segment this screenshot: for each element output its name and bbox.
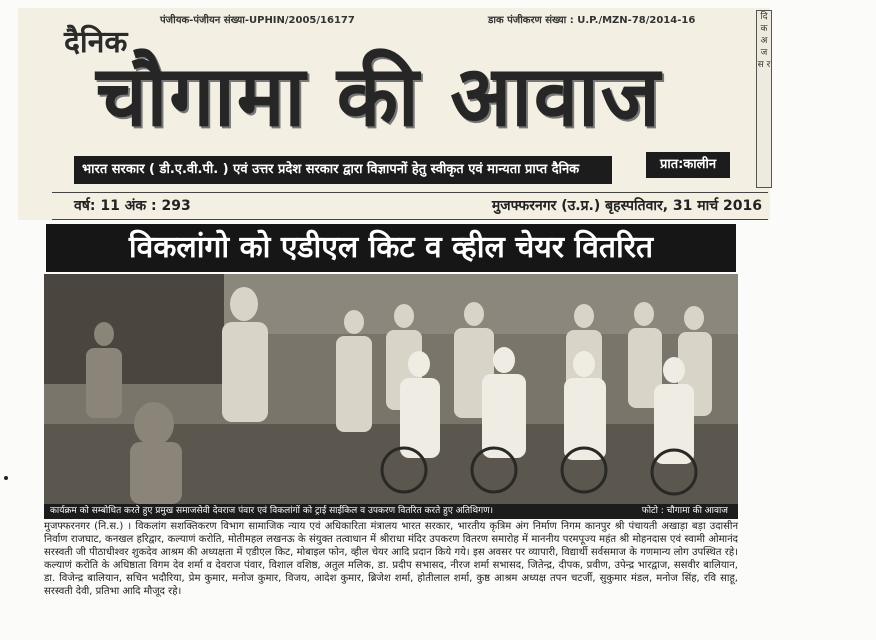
postal-registration-number: डाक पंजीकरण संख्या : U.P./MZN-78/2014-16 — [488, 15, 696, 26]
article-body: मुजफ्फरनगर (नि.स.) । विकलांग सशक्तिकरण विभाग सामाजिक न्याय एवं अधिकारिता मंत्रालय भारत सरकार, भारतीय कृत्रिम अंग निर्माण निगम कानपुर श्री पंचायती अखाड़ा बड़ा उदासीन निर्वाण राजघाट, कनखल हरिद्वार, कल्याणं करोति, मोतीमहल लखनऊ के संयुक्त तत्वाधान में श्रीराधा मंदिर उपकरण वितरण समारोह में माननीय परमपूज्य महंत श्री मोहनदास एवं स्वामी ओमानंद सरस्वती जी पीठाधीश्वर शुकदेव आश्रम की अध्यक्षता में एडीएल किट, मोबाइल फोन, व्हील चेयर आदि प्रदान किये गये। इस अवसर पर व्यापारी, विद्यार्थी सर्वसमाज के गणमान्य लोग उपस्थित रहे। कल्याणं करोति के अधिष्ठाता विगम देव शर्मा व देवराज पंवार, विशाल वशिष्ठ, अतुल मलिक, डा. प्रदीप सभासद, नीरज शर्मा सभासद, जितेन्द्र, दीपक, प्रवीण, उपेन्द्र भारद्वाज, ससवीर बालियान, डा. विजेन्द्र बालियान, सचिन भदौरिया, प्रेम कुमार, मनोज कुमार, विजय, आदेश कुमार, ब्रिजेश शर्मा, होतीलाल शर्मा, कुष्ठ आश्रम अध्यक्ष तपन चटर्जी, सुकुमार मंडल, मनोज सिंह, रवि साहू, सरस्वती देवी, प्रतिभा आदि मौजूद रहे। — [44, 521, 738, 597]
registration-number: पंजीयक-पंजीयन संख्या-UPHIN/2005/16177 — [160, 15, 355, 26]
volume-issue: वर्ष: 11 अंक : 293 — [74, 198, 191, 214]
article-headline: विकलांगो को एडीएल किट व व्हील चेयर वितरित — [46, 224, 736, 272]
side-column: दि क अ ज स र — [756, 10, 772, 188]
scan-mark — [4, 476, 8, 480]
dateline — [52, 192, 768, 220]
event-photo — [44, 274, 738, 504]
photo-credit: फोटो : चौगामा की आवाज — [641, 506, 728, 516]
event-photo-illustration — [44, 274, 738, 504]
photo-caption-bar — [44, 504, 738, 519]
place-date: मुजफ्फरनगर (उ.प्र.) बृहस्पतिवार, 31 मार्च 2016 — [491, 198, 762, 214]
photo-caption: कार्यक्रम को सम्बोधित करते हुए प्रमुख समाजसेवी देवराज पंवार एवं विकलांगों को ट्राई साईकिल व उपकरण वितरित करते हुए अतिथिगण। — [50, 506, 494, 516]
newspaper-title: चौगामा की आवाज — [96, 46, 662, 145]
daily-label: दैनिक — [64, 25, 128, 60]
masthead-subtitle: भारत सरकार ( डी.ए.वी.पी. ) एवं उत्तर प्रदेश सरकार द्वारा विज्ञापनों हेतु स्वीकृत एवं मान्यता प्राप्त दैनिक — [74, 156, 612, 184]
edition-badge: प्रात:कालीन — [646, 152, 730, 178]
